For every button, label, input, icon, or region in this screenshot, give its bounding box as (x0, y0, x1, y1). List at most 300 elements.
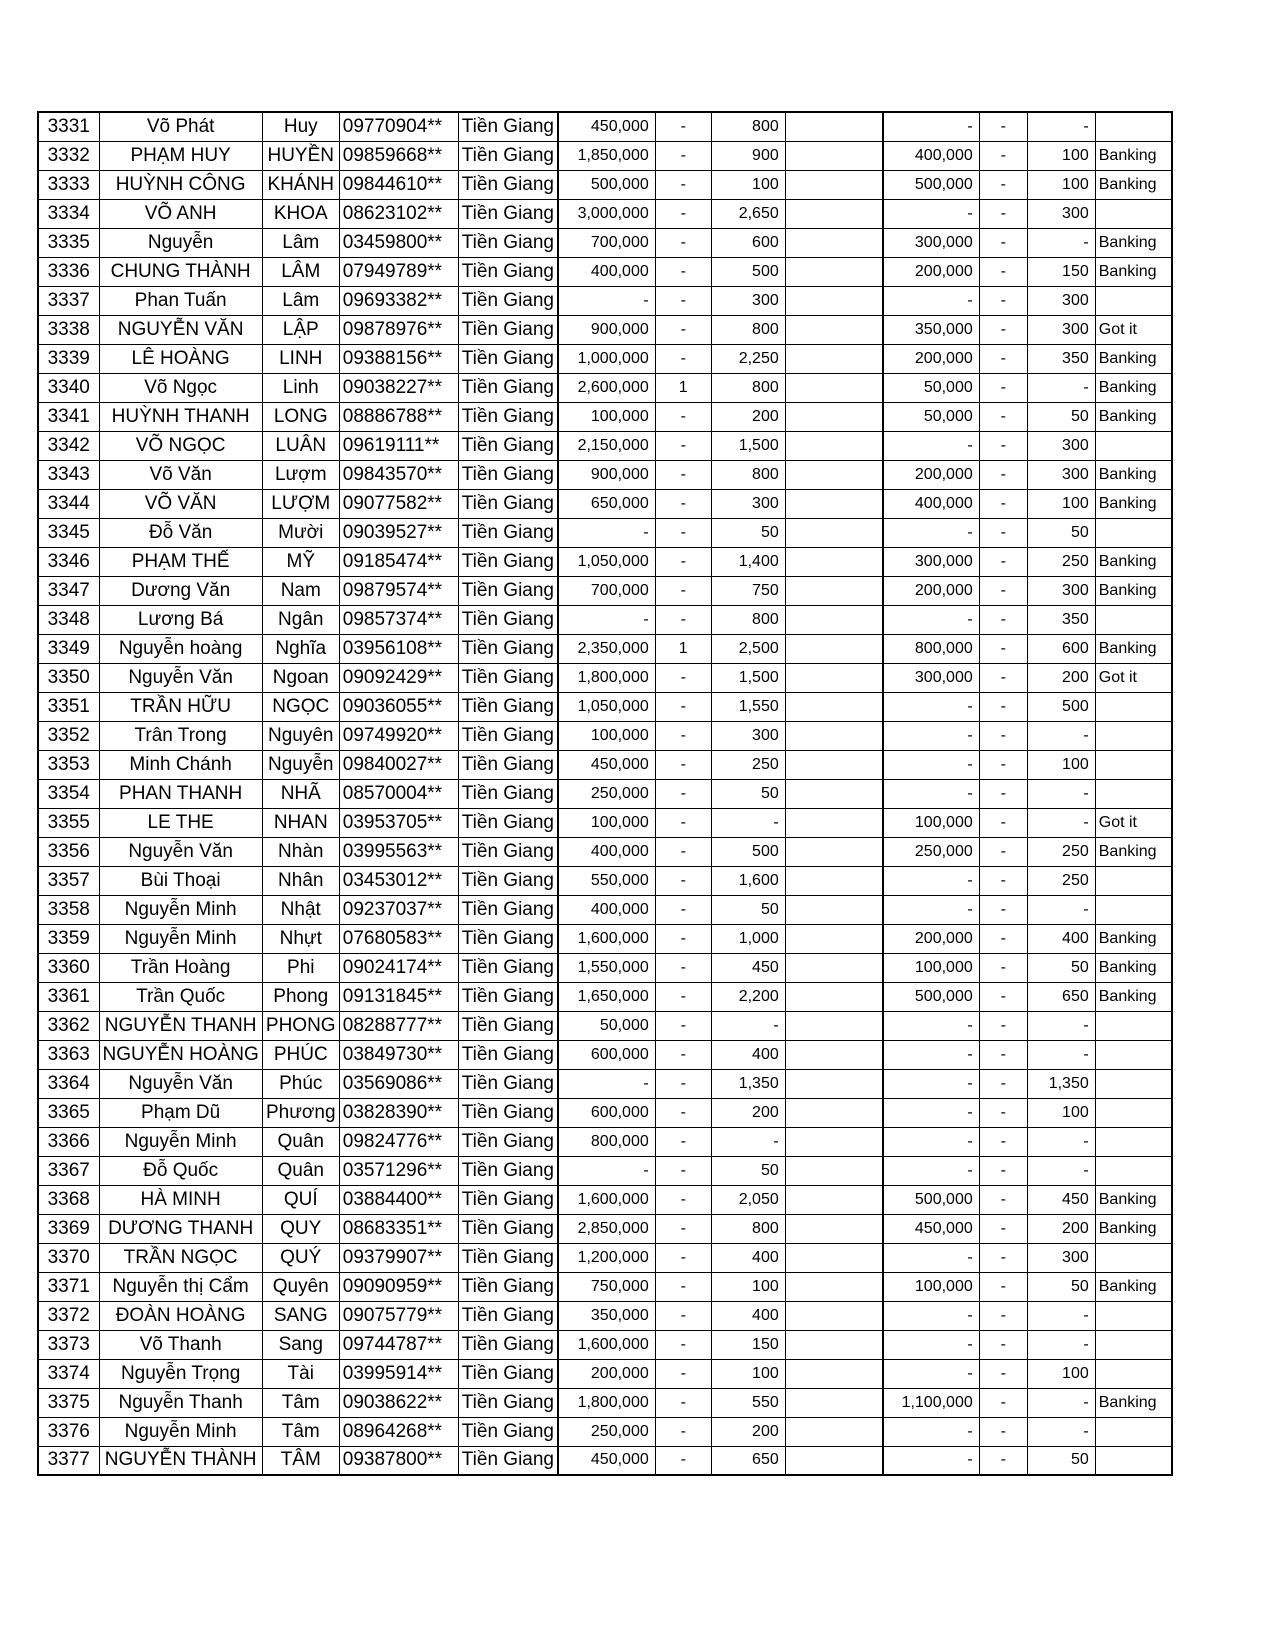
count-cell: - (655, 518, 711, 547)
reward-points-cell: 250 (1027, 866, 1095, 895)
status-cell: Banking (1095, 576, 1172, 605)
reward-points-cell: - (1027, 373, 1095, 402)
points-cell: 650 (711, 1446, 785, 1475)
last-name-cell: Quân (262, 1156, 339, 1185)
reward-count-cell: - (979, 1417, 1027, 1446)
points-cell: 50 (711, 895, 785, 924)
last-name-cell: QUÍ (262, 1185, 339, 1214)
first-name-cell: Đỗ Quốc (99, 1156, 262, 1185)
first-name-cell: HUỲNH CÔNG (99, 170, 262, 199)
status-cell (1095, 1011, 1172, 1040)
blank-cell (785, 1243, 883, 1272)
status-cell: Banking (1095, 257, 1172, 286)
reward-count-cell: - (979, 953, 1027, 982)
first-name-cell: Võ Văn (99, 460, 262, 489)
phone-cell: 08288777** (339, 1011, 458, 1040)
amount-cell: 1,000,000 (558, 344, 655, 373)
phone-cell: 09744787** (339, 1330, 458, 1359)
status-cell: Banking (1095, 1214, 1172, 1243)
phone-cell: 08683351** (339, 1214, 458, 1243)
id-cell: 3372 (38, 1301, 99, 1330)
reward-points-cell: 50 (1027, 1272, 1095, 1301)
province-cell: Tiền Giang (458, 489, 558, 518)
status-cell (1095, 721, 1172, 750)
province-cell: Tiền Giang (458, 1417, 558, 1446)
reward-points-cell: 250 (1027, 547, 1095, 576)
phone-cell: 09388156** (339, 344, 458, 373)
reward-cell: 50,000 (883, 373, 979, 402)
table-row (38, 721, 1172, 750)
reward-cell: - (883, 1243, 979, 1272)
status-cell: Banking (1095, 1185, 1172, 1214)
reward-cell: - (883, 431, 979, 460)
id-cell: 3344 (38, 489, 99, 518)
id-cell: 3360 (38, 953, 99, 982)
table-row (38, 547, 1172, 576)
province-cell: Tiền Giang (458, 257, 558, 286)
table-row (38, 982, 1172, 1011)
first-name-cell: NGUYỄN VĂN (99, 315, 262, 344)
blank-cell (785, 402, 883, 431)
amount-cell: - (558, 1156, 655, 1185)
reward-points-cell: - (1027, 1330, 1095, 1359)
table-row (38, 576, 1172, 605)
table-row (38, 895, 1172, 924)
province-cell: Tiền Giang (458, 663, 558, 692)
blank-cell (785, 982, 883, 1011)
province-cell: Tiền Giang (458, 605, 558, 634)
last-name-cell: LUÂN (262, 431, 339, 460)
reward-cell: 500,000 (883, 1185, 979, 1214)
points-cell: 1,400 (711, 547, 785, 576)
blank-cell (785, 808, 883, 837)
status-cell (1095, 286, 1172, 315)
reward-points-cell: 300 (1027, 460, 1095, 489)
count-cell: - (655, 1446, 711, 1475)
first-name-cell: Nguyễn Minh (99, 895, 262, 924)
count-cell: - (655, 1098, 711, 1127)
id-cell: 3345 (38, 518, 99, 547)
count-cell: - (655, 692, 711, 721)
blank-cell (785, 692, 883, 721)
id-cell: 3337 (38, 286, 99, 315)
count-cell: - (655, 1185, 711, 1214)
blank-cell (785, 344, 883, 373)
reward-cell: 250,000 (883, 837, 979, 866)
table-row (38, 1243, 1172, 1272)
reward-count-cell: - (979, 1098, 1027, 1127)
table-row (38, 489, 1172, 518)
province-cell: Tiền Giang (458, 228, 558, 257)
amount-cell: 900,000 (558, 460, 655, 489)
reward-cell: 400,000 (883, 141, 979, 170)
reward-count-cell: - (979, 1272, 1027, 1301)
reward-points-cell: 100 (1027, 1359, 1095, 1388)
id-cell: 3336 (38, 257, 99, 286)
phone-cell: 03956108** (339, 634, 458, 663)
reward-cell: - (883, 1301, 979, 1330)
reward-points-cell: 100 (1027, 141, 1095, 170)
amount-cell: 100,000 (558, 808, 655, 837)
last-name-cell: QUÝ (262, 1243, 339, 1272)
last-name-cell: Lượm (262, 460, 339, 489)
first-name-cell: PHẠM THẾ (99, 547, 262, 576)
last-name-cell: HUYỀN (262, 141, 339, 170)
phone-cell: 09039527** (339, 518, 458, 547)
reward-count-cell: - (979, 373, 1027, 402)
amount-cell: 3,000,000 (558, 199, 655, 228)
id-cell: 3338 (38, 315, 99, 344)
first-name-cell: NGUYỄN THÀNH (99, 1446, 262, 1475)
id-cell: 3348 (38, 605, 99, 634)
province-cell: Tiền Giang (458, 1272, 558, 1301)
status-cell (1095, 518, 1172, 547)
province-cell: Tiền Giang (458, 1185, 558, 1214)
blank-cell (785, 866, 883, 895)
phone-cell: 09237037** (339, 895, 458, 924)
points-cell: 1,500 (711, 431, 785, 460)
reward-points-cell: 50 (1027, 402, 1095, 431)
reward-cell: - (883, 1359, 979, 1388)
count-cell: - (655, 1040, 711, 1069)
table-row (38, 257, 1172, 286)
last-name-cell: Phong (262, 982, 339, 1011)
first-name-cell: Đỗ Văn (99, 518, 262, 547)
count-cell: 1 (655, 373, 711, 402)
id-cell: 3364 (38, 1069, 99, 1098)
last-name-cell: Ngân (262, 605, 339, 634)
reward-points-cell: - (1027, 1011, 1095, 1040)
reward-cell: 400,000 (883, 489, 979, 518)
table-row (38, 1011, 1172, 1040)
first-name-cell: Võ Phát (99, 112, 262, 141)
reward-points-cell: - (1027, 808, 1095, 837)
last-name-cell: LINH (262, 344, 339, 373)
blank-cell (785, 518, 883, 547)
reward-cell: 100,000 (883, 808, 979, 837)
reward-count-cell: - (979, 721, 1027, 750)
reward-points-cell: 250 (1027, 837, 1095, 866)
reward-points-cell: - (1027, 895, 1095, 924)
count-cell: - (655, 344, 711, 373)
reward-count-cell: - (979, 1185, 1027, 1214)
id-cell: 3361 (38, 982, 99, 1011)
table-row (38, 518, 1172, 547)
count-cell: - (655, 1214, 711, 1243)
table-row (38, 170, 1172, 199)
reward-points-cell: 300 (1027, 1243, 1095, 1272)
points-cell: 400 (711, 1301, 785, 1330)
province-cell: Tiền Giang (458, 750, 558, 779)
status-cell (1095, 1359, 1172, 1388)
count-cell: - (655, 1156, 711, 1185)
reward-points-cell: 500 (1027, 692, 1095, 721)
amount-cell: - (558, 1069, 655, 1098)
last-name-cell: Tâm (262, 1417, 339, 1446)
count-cell: - (655, 924, 711, 953)
reward-points-cell: 600 (1027, 634, 1095, 663)
id-cell: 3365 (38, 1098, 99, 1127)
reward-count-cell: - (979, 170, 1027, 199)
count-cell: - (655, 953, 711, 982)
points-cell: 800 (711, 605, 785, 634)
table-row (38, 866, 1172, 895)
reward-cell: - (883, 721, 979, 750)
phone-cell: 09857374** (339, 605, 458, 634)
id-cell: 3371 (38, 1272, 99, 1301)
reward-cell: - (883, 750, 979, 779)
first-name-cell: Bùi Thoại (99, 866, 262, 895)
status-cell (1095, 779, 1172, 808)
reward-points-cell: 100 (1027, 489, 1095, 518)
points-cell: 1,550 (711, 692, 785, 721)
points-cell: 200 (711, 402, 785, 431)
status-cell (1095, 1301, 1172, 1330)
status-cell: Banking (1095, 373, 1172, 402)
first-name-cell: Nguyễn hoàng (99, 634, 262, 663)
status-cell: Banking (1095, 228, 1172, 257)
status-cell: Banking (1095, 489, 1172, 518)
points-cell: 800 (711, 112, 785, 141)
status-cell: Got it (1095, 663, 1172, 692)
last-name-cell: Phúc (262, 1069, 339, 1098)
count-cell: - (655, 808, 711, 837)
points-cell: 2,050 (711, 1185, 785, 1214)
amount-cell: 1,050,000 (558, 692, 655, 721)
blank-cell (785, 1040, 883, 1069)
phone-cell: 03849730** (339, 1040, 458, 1069)
count-cell: - (655, 286, 711, 315)
blank-cell (785, 228, 883, 257)
status-cell: Banking (1095, 953, 1172, 982)
province-cell: Tiền Giang (458, 721, 558, 750)
amount-cell: 900,000 (558, 315, 655, 344)
phone-cell: 09077582** (339, 489, 458, 518)
count-cell: - (655, 982, 711, 1011)
phone-cell: 09749920** (339, 721, 458, 750)
count-cell: 1 (655, 634, 711, 663)
points-cell: 1,600 (711, 866, 785, 895)
phone-cell: 09619111** (339, 431, 458, 460)
reward-cell: - (883, 1040, 979, 1069)
blank-cell (785, 895, 883, 924)
phone-cell: 03571296** (339, 1156, 458, 1185)
id-cell: 3354 (38, 779, 99, 808)
reward-count-cell: - (979, 460, 1027, 489)
count-cell: - (655, 1011, 711, 1040)
phone-cell: 08570004** (339, 779, 458, 808)
id-cell: 3367 (38, 1156, 99, 1185)
reward-count-cell: - (979, 518, 1027, 547)
status-cell: Banking (1095, 402, 1172, 431)
id-cell: 3339 (38, 344, 99, 373)
table-row (38, 605, 1172, 634)
reward-cell: - (883, 518, 979, 547)
province-cell: Tiền Giang (458, 547, 558, 576)
reward-cell: 450,000 (883, 1214, 979, 1243)
reward-count-cell: - (979, 924, 1027, 953)
points-cell: 800 (711, 460, 785, 489)
status-cell: Banking (1095, 634, 1172, 663)
phone-cell: 08964268** (339, 1417, 458, 1446)
reward-count-cell: - (979, 576, 1027, 605)
table-row (38, 1156, 1172, 1185)
table-row (38, 112, 1172, 141)
province-cell: Tiền Giang (458, 518, 558, 547)
count-cell: - (655, 1359, 711, 1388)
first-name-cell: HÀ MINH (99, 1185, 262, 1214)
phone-cell: 03953705** (339, 808, 458, 837)
reward-points-cell: 300 (1027, 286, 1095, 315)
points-cell: 2,200 (711, 982, 785, 1011)
blank-cell (785, 1388, 883, 1417)
reward-cell: - (883, 1069, 979, 1098)
first-name-cell: Trân Trong (99, 721, 262, 750)
province-cell: Tiền Giang (458, 1446, 558, 1475)
table-row (38, 460, 1172, 489)
points-cell: 400 (711, 1040, 785, 1069)
reward-points-cell: 450 (1027, 1185, 1095, 1214)
count-cell: - (655, 257, 711, 286)
phone-cell: 09878976** (339, 315, 458, 344)
province-cell: Tiền Giang (458, 1301, 558, 1330)
count-cell: - (655, 460, 711, 489)
amount-cell: 500,000 (558, 170, 655, 199)
province-cell: Tiền Giang (458, 982, 558, 1011)
first-name-cell: ĐOÀN HOÀNG (99, 1301, 262, 1330)
amount-cell: - (558, 518, 655, 547)
reward-count-cell: - (979, 431, 1027, 460)
reward-points-cell: - (1027, 1127, 1095, 1156)
reward-count-cell: - (979, 1011, 1027, 1040)
id-cell: 3363 (38, 1040, 99, 1069)
id-cell: 3366 (38, 1127, 99, 1156)
phone-cell: 09092429** (339, 663, 458, 692)
province-cell: Tiền Giang (458, 837, 558, 866)
id-cell: 3331 (38, 112, 99, 141)
amount-cell: 600,000 (558, 1040, 655, 1069)
points-cell: 600 (711, 228, 785, 257)
blank-cell (785, 924, 883, 953)
points-cell: 1,350 (711, 1069, 785, 1098)
points-cell: 2,250 (711, 344, 785, 373)
count-cell: - (655, 1272, 711, 1301)
blank-cell (785, 1127, 883, 1156)
last-name-cell: Nhựt (262, 924, 339, 953)
blank-cell (785, 779, 883, 808)
province-cell: Tiền Giang (458, 1214, 558, 1243)
reward-points-cell: - (1027, 1040, 1095, 1069)
province-cell: Tiền Giang (458, 1243, 558, 1272)
reward-count-cell: - (979, 112, 1027, 141)
reward-count-cell: - (979, 750, 1027, 779)
reward-points-cell: - (1027, 228, 1095, 257)
reward-cell: - (883, 1330, 979, 1359)
amount-cell: 1,650,000 (558, 982, 655, 1011)
count-cell: - (655, 170, 711, 199)
phone-cell: 09693382** (339, 286, 458, 315)
first-name-cell: Trần Quốc (99, 982, 262, 1011)
reward-count-cell: - (979, 982, 1027, 1011)
reward-cell: - (883, 779, 979, 808)
points-cell: 250 (711, 750, 785, 779)
count-cell: - (655, 576, 711, 605)
last-name-cell: Mười (262, 518, 339, 547)
points-cell: - (711, 1011, 785, 1040)
points-cell: 50 (711, 1156, 785, 1185)
last-name-cell: Huy (262, 112, 339, 141)
last-name-cell: MỸ (262, 547, 339, 576)
province-cell: Tiền Giang (458, 286, 558, 315)
reward-count-cell: - (979, 1069, 1027, 1098)
status-cell: Banking (1095, 141, 1172, 170)
reward-points-cell: - (1027, 1417, 1095, 1446)
reward-cell: - (883, 692, 979, 721)
id-cell: 3349 (38, 634, 99, 663)
last-name-cell: KHOA (262, 199, 339, 228)
phone-cell: 09843570** (339, 460, 458, 489)
province-cell: Tiền Giang (458, 373, 558, 402)
points-cell: 100 (711, 170, 785, 199)
reward-cell: - (883, 1417, 979, 1446)
last-name-cell: Nghĩa (262, 634, 339, 663)
last-name-cell: LONG (262, 402, 339, 431)
reward-points-cell: 200 (1027, 663, 1095, 692)
table-row (38, 286, 1172, 315)
table-row (38, 1185, 1172, 1214)
table-row (38, 228, 1172, 257)
phone-cell: 09131845** (339, 982, 458, 1011)
amount-cell: 1,850,000 (558, 141, 655, 170)
last-name-cell: TÂM (262, 1446, 339, 1475)
province-cell: Tiền Giang (458, 924, 558, 953)
status-cell: Banking (1095, 1388, 1172, 1417)
reward-count-cell: - (979, 257, 1027, 286)
amount-cell: - (558, 605, 655, 634)
blank-cell (785, 199, 883, 228)
first-name-cell: Lương Bá (99, 605, 262, 634)
blank-cell (785, 547, 883, 576)
reward-count-cell: - (979, 895, 1027, 924)
phone-cell: 09036055** (339, 692, 458, 721)
blank-cell (785, 170, 883, 199)
status-cell (1095, 1127, 1172, 1156)
blank-cell (785, 1359, 883, 1388)
phone-cell: 03453012** (339, 866, 458, 895)
province-cell: Tiền Giang (458, 1127, 558, 1156)
status-cell: Banking (1095, 1272, 1172, 1301)
province-cell: Tiền Giang (458, 1011, 558, 1040)
first-name-cell: PHAN THANH (99, 779, 262, 808)
amount-cell: 1,600,000 (558, 924, 655, 953)
province-cell: Tiền Giang (458, 402, 558, 431)
table-row (38, 1127, 1172, 1156)
count-cell: - (655, 779, 711, 808)
amount-cell: 2,600,000 (558, 373, 655, 402)
amount-cell: 700,000 (558, 576, 655, 605)
id-cell: 3347 (38, 576, 99, 605)
blank-cell (785, 1011, 883, 1040)
reward-points-cell: 50 (1027, 953, 1095, 982)
amount-cell: 50,000 (558, 1011, 655, 1040)
table-row (38, 779, 1172, 808)
reward-cell: - (883, 605, 979, 634)
reward-count-cell: - (979, 1330, 1027, 1359)
first-name-cell: TRẦN NGỌC (99, 1243, 262, 1272)
table-row (38, 1069, 1172, 1098)
count-cell: - (655, 228, 711, 257)
reward-cell: - (883, 866, 979, 895)
